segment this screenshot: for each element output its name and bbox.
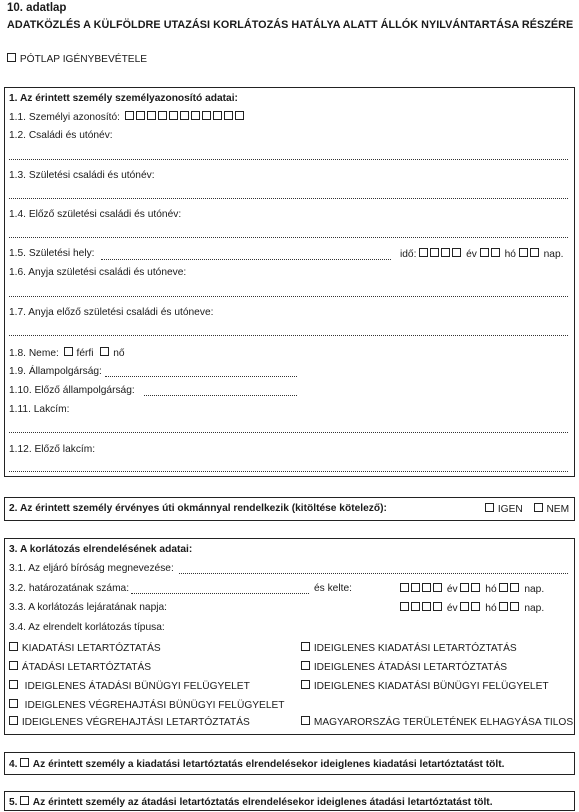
birth-place-field[interactable] <box>101 259 391 260</box>
type-checkbox[interactable] <box>9 680 18 689</box>
personal-id-label: 1.1. Személyi azonosító: <box>9 112 120 123</box>
section-5-row <box>9 796 493 808</box>
type-option[interactable] <box>9 642 161 654</box>
sex-row <box>9 347 125 359</box>
birth-name-label: 1.3. Születési családi és utónév: <box>9 170 155 181</box>
no-checkbox[interactable] <box>534 503 543 512</box>
year-label: év <box>446 603 458 614</box>
no-label: NEM <box>546 504 570 515</box>
type-checkbox[interactable] <box>9 661 18 670</box>
female-checkbox[interactable] <box>100 347 109 356</box>
type-label: IDEIGLENES ÁTADÁSI BÜNÜGYI FELÜGYELET <box>24 681 250 692</box>
personal-id-row <box>9 111 246 123</box>
address-label: 1.11. Lakcím: <box>9 404 70 415</box>
section-5-checkbox[interactable] <box>20 796 29 805</box>
section-3-heading: 3. A korlátozás elrendelésének adatai: <box>9 544 193 555</box>
type-label: IDEIGLENES ÁTADÁSI LETARTÓZTATÁS <box>313 662 508 673</box>
month-label: hó <box>485 584 497 595</box>
type-checkbox[interactable] <box>301 642 310 651</box>
type-option[interactable] <box>301 661 507 673</box>
mother-name-label: 1.6. Anyja születési családi és utóneve: <box>9 267 187 278</box>
birth-date-label: idő: <box>400 249 417 260</box>
travel-doc-note: (kitöltése kötelező): <box>291 503 387 514</box>
prev-birth-name-label: 1.4. Előző születési családi és utónév: <box>9 209 182 220</box>
yes-checkbox[interactable] <box>485 503 494 512</box>
section-4-checkbox[interactable] <box>20 758 29 767</box>
mother-prev-name-field[interactable] <box>9 335 568 336</box>
month-label: hó <box>504 249 516 260</box>
type-label: MAGYARORSZÁG TERÜLETÉNEK ELHAGYÁSA TILOS <box>313 717 574 728</box>
prev-address-field[interactable] <box>9 471 568 472</box>
section-1-heading: 1. Az érintett személy személyazonosító adatai: <box>9 93 238 104</box>
type-option[interactable] <box>301 680 549 692</box>
court-name-label: 3.1. Az eljáró bíróság megnevezése: <box>9 563 174 574</box>
prev-address-label: 1.12. Előző lakcím: <box>9 444 96 455</box>
type-label: ÁTADÁSI LETARTÓZTATÁS <box>21 662 152 673</box>
name-label: 1.2. Családi és utónév: <box>9 130 113 141</box>
mother-prev-name-label: 1.7. Anyja előző születési családi és utóneve: <box>9 307 214 318</box>
type-checkbox[interactable] <box>301 716 310 725</box>
section-4-text: Az érintett személy a kiadatási letartóztatás elrendelésekor ideiglenes kiadatási letartóztatást tölt. <box>32 759 505 770</box>
male-checkbox[interactable] <box>64 347 73 356</box>
yes-label: IGEN <box>497 504 523 515</box>
year-label: év <box>466 249 477 260</box>
type-label: IDEIGLENES VÉGREHAJTÁSI BÜNÜGYI FELÜGYELET <box>24 700 285 711</box>
section-1-box <box>4 87 575 477</box>
type-checkbox[interactable] <box>9 699 18 708</box>
day-label: nap. <box>543 249 564 260</box>
type-label: KIADATÁSI LETARTÓZTATÁS <box>21 643 161 654</box>
form-main-title: ADATKÖZLÉS A KÜLFÖLDRE UTAZÁSI KORLÁTOZÁS HATÁLYA ALATT ÁLLÓK NYILVÁNTARTÁSA RÉSZÉRE <box>7 19 574 31</box>
personal-id-boxes[interactable] <box>125 112 246 123</box>
supplement-label: PÓTLAP IGÉNYBEVÉTELE <box>19 54 148 65</box>
type-option[interactable] <box>301 716 573 728</box>
prev-citizenship-label: 1.10. Előző állampolgárság: <box>9 385 135 396</box>
day-label: nap. <box>524 584 545 595</box>
type-option[interactable] <box>9 699 285 711</box>
sex-label: 1.8. Neme: <box>9 348 59 359</box>
citizenship-label: 1.9. Állampolgárság: <box>9 366 102 377</box>
section-5-number: 5. <box>9 797 18 808</box>
supplement-checkbox[interactable] <box>7 53 16 62</box>
section-4-number: 4. <box>9 759 18 770</box>
travel-doc-options <box>485 503 569 515</box>
expiry-label: 3.3. A korlátozás lejáratának napja: <box>9 602 168 613</box>
birth-date-row[interactable] <box>400 248 563 260</box>
address-field[interactable] <box>9 432 568 433</box>
day-label: nap. <box>524 603 545 614</box>
type-checkbox[interactable] <box>301 680 310 689</box>
section-4-row <box>9 758 504 770</box>
type-option[interactable] <box>9 680 250 692</box>
type-option[interactable] <box>9 661 151 673</box>
male-label: férfi <box>76 348 94 359</box>
decision-date-row[interactable] <box>400 583 544 595</box>
prev-birth-name-field[interactable] <box>9 237 568 238</box>
name-field[interactable] <box>9 159 568 160</box>
citizenship-field[interactable] <box>105 376 297 377</box>
court-name-field[interactable] <box>179 573 568 574</box>
type-checkbox[interactable] <box>9 642 18 651</box>
decision-number-label: 3.2. határozatának száma: <box>9 583 130 594</box>
type-option[interactable] <box>9 716 250 728</box>
section-2-heading <box>9 503 387 514</box>
expiry-date-row[interactable] <box>400 602 544 614</box>
type-checkbox[interactable] <box>301 661 310 670</box>
female-label: nő <box>113 348 125 359</box>
type-label: IDEIGLENES VÉGREHAJTÁSI LETARTÓZTATÁS <box>21 717 250 728</box>
mother-name-field[interactable] <box>9 296 568 297</box>
birth-place-label: 1.5. Születési hely: <box>9 248 95 259</box>
supplement-option[interactable] <box>7 53 147 65</box>
restriction-type-label: 3.4. Az elrendelt korlátozás típusa: <box>9 622 165 633</box>
travel-doc-question: 2. Az érintett személy érvényes úti okmánnyal rendelkezik <box>9 503 289 514</box>
prev-citizenship-field[interactable] <box>144 395 297 396</box>
section-5-text: Az érintett személy az átadási letartóztatás elrendelésekor ideiglenes átadási letartóztatást tölt. <box>32 797 493 808</box>
type-label: IDEIGLENES KIADATÁSI LETARTÓZTATÁS <box>313 643 517 654</box>
type-label: IDEIGLENES KIADATÁSI BÜNÜGYI FELÜGYELET <box>313 681 549 692</box>
type-option[interactable] <box>301 642 517 654</box>
form-number-title: 10. adatlap <box>7 2 67 14</box>
type-checkbox[interactable] <box>9 716 18 725</box>
year-label: év <box>446 584 458 595</box>
birth-name-field[interactable] <box>9 198 568 199</box>
decision-date-label: és kelte: <box>314 583 352 594</box>
decision-number-field[interactable] <box>131 593 309 594</box>
month-label: hó <box>485 603 497 614</box>
